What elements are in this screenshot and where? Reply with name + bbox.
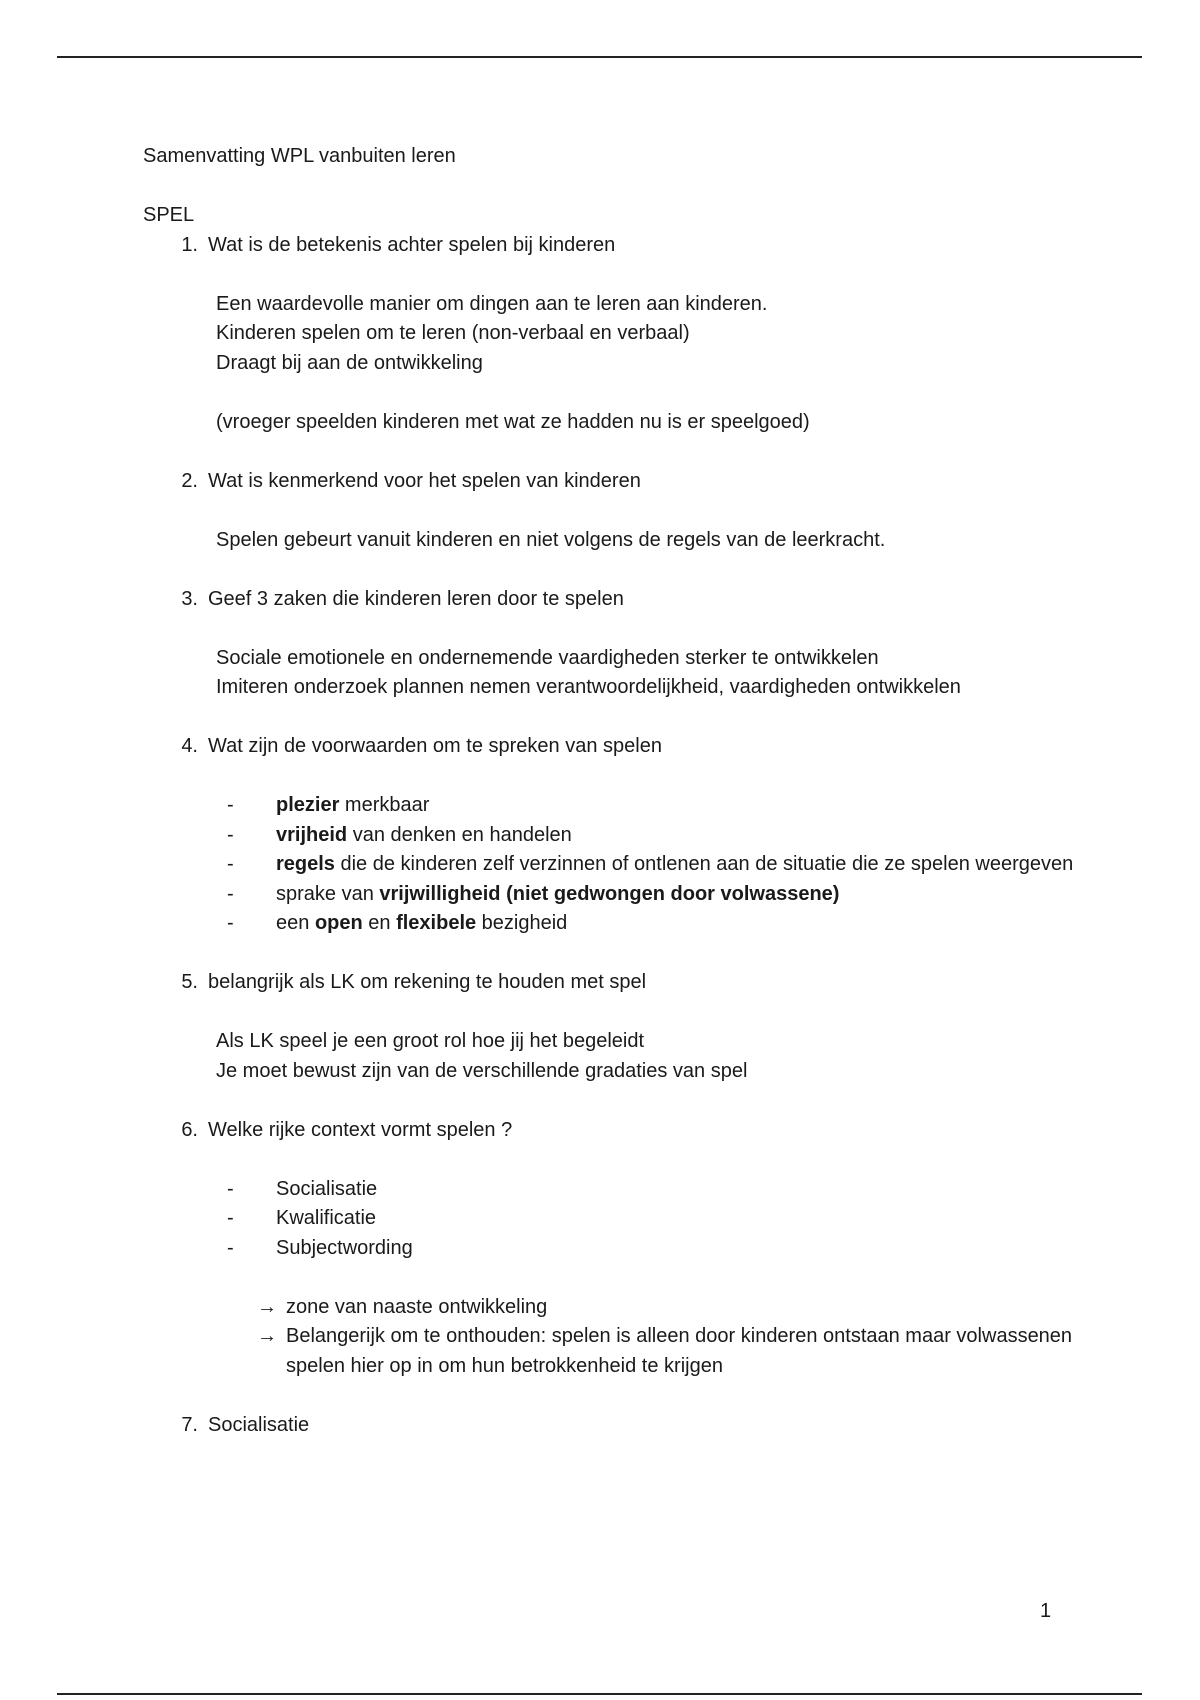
question-6 [143,1116,1083,1146]
bullet-text: Socialisatie [276,1177,378,1200]
bullet-dash: - [227,1177,234,1200]
question-text: Wat is de betekenis achter spelen bij kinderen [208,233,616,256]
question-2 [143,467,1083,497]
bullet-bold: flexibele [396,912,477,934]
arrow-item [143,1322,1083,1381]
question-number: 3. [181,587,198,610]
answer-line: Imiteren onderzoek plannen nemen verantwoordelijkheid, vaardigheden ontwikkelen [216,676,961,698]
question-3 [143,585,1083,615]
bullet-item [143,909,1083,939]
answer-line: Spelen gebeurt vanuit kinderen en niet volgens de regels van de leerkracht. [216,528,886,551]
bullet-item [143,880,1083,910]
bullet-dash: - [227,1236,234,1259]
bullet-text: en [362,912,397,934]
arrow-text: zone van naaste ontwikkeling [286,1295,548,1318]
arrow-right-icon: → [257,1295,277,1318]
footer-rule [57,1693,1142,1695]
answer-line: Sociale emotionele en ondernemende vaardigheden sterker te ontwikkelen [216,646,879,669]
answer-line: Draagt bij aan de ontwikkeling [216,351,483,374]
bullet-item [143,1204,1083,1234]
question-text: Wat is kenmerkend voor het spelen van kinderen [208,469,641,492]
question-number: 5. [181,971,198,993]
bullet-item [143,1175,1083,1205]
header-rule [57,56,1142,58]
bullet-text: van denken en handelen [347,823,572,846]
question-text: Welke rijke context vormt spelen ? [208,1118,513,1141]
doc-title: Samenvatting WPL vanbuiten leren [143,145,456,167]
question-number: 1. [181,233,198,256]
question-number: 2. [181,469,198,492]
bullet-text: Kwalificatie [276,1207,377,1229]
question-4 [143,732,1083,762]
arrow-text: Belangerijk om te onthouden: spelen is alleen door kinderen ontstaan maar volwassenen spelen hier op in om hun betrokkenheid te krijgen [286,1325,1073,1377]
document-body [143,142,1083,1440]
bullet-item [143,1234,1083,1264]
bullet-text: sprake van [276,882,380,905]
bullet-item [143,791,1083,821]
answer-line: Kinderen spelen om te leren (non-verbaal en verbaal) [216,322,690,344]
page-number: 1 [1040,1600,1052,1622]
bullet-dash: - [227,853,234,875]
bullet-bold: open [314,912,363,934]
bullet-bold: regels [276,853,335,875]
bullet-text: die de kinderen zelf verzinnen of ontlenen aan de situatie die ze spelen weergeven [334,853,1074,875]
bullet-bold: plezier [276,794,340,816]
question-text: belangrijk als LK om rekening te houden met spel [208,971,647,993]
bullet-text: bezigheid [476,912,568,934]
bullet-dash: - [227,912,234,934]
bullet-item [143,850,1083,880]
bullet-dash: - [227,882,234,905]
bullet-bold: vrijwilligheid (niet gedwongen door volwassene) [379,882,840,905]
answer-line: Als LK speel je een groot rol hoe jij het begeleidt [216,1030,645,1052]
question-5 [143,968,1083,998]
question-text: Wat zijn de voorwaarden om te spreken van spelen [208,735,662,757]
question-number: 6. [181,1118,198,1141]
arrow-right-icon: → [257,1325,277,1347]
bullet-text: merkbaar [339,794,430,816]
bullet-dash: - [227,794,234,816]
bullet-text: Subjectwording [276,1236,413,1259]
arrow-item [143,1293,1083,1323]
question-number: 7. [181,1413,198,1436]
question-text: Socialisatie [208,1413,310,1436]
question-number: 4. [181,735,198,757]
section-heading: SPEL [143,204,195,226]
question-1 [143,231,1083,261]
answer-line: Een waardevolle manier om dingen aan te leren aan kinderen. [216,292,768,315]
bullet-dash: - [227,1207,234,1229]
bullet-text: een [276,912,315,934]
bullet-item [143,821,1083,851]
answer-line: (vroeger speelden kinderen met wat ze hadden nu is er speelgoed) [216,410,810,433]
answer-line: Je moet bewust zijn van de verschillende gradaties van spel [216,1059,748,1082]
bullet-bold: vrijheid [276,823,348,846]
bullet-dash: - [227,823,234,846]
question-7 [143,1411,1083,1441]
question-text: Geef 3 zaken die kinderen leren door te spelen [208,587,624,610]
